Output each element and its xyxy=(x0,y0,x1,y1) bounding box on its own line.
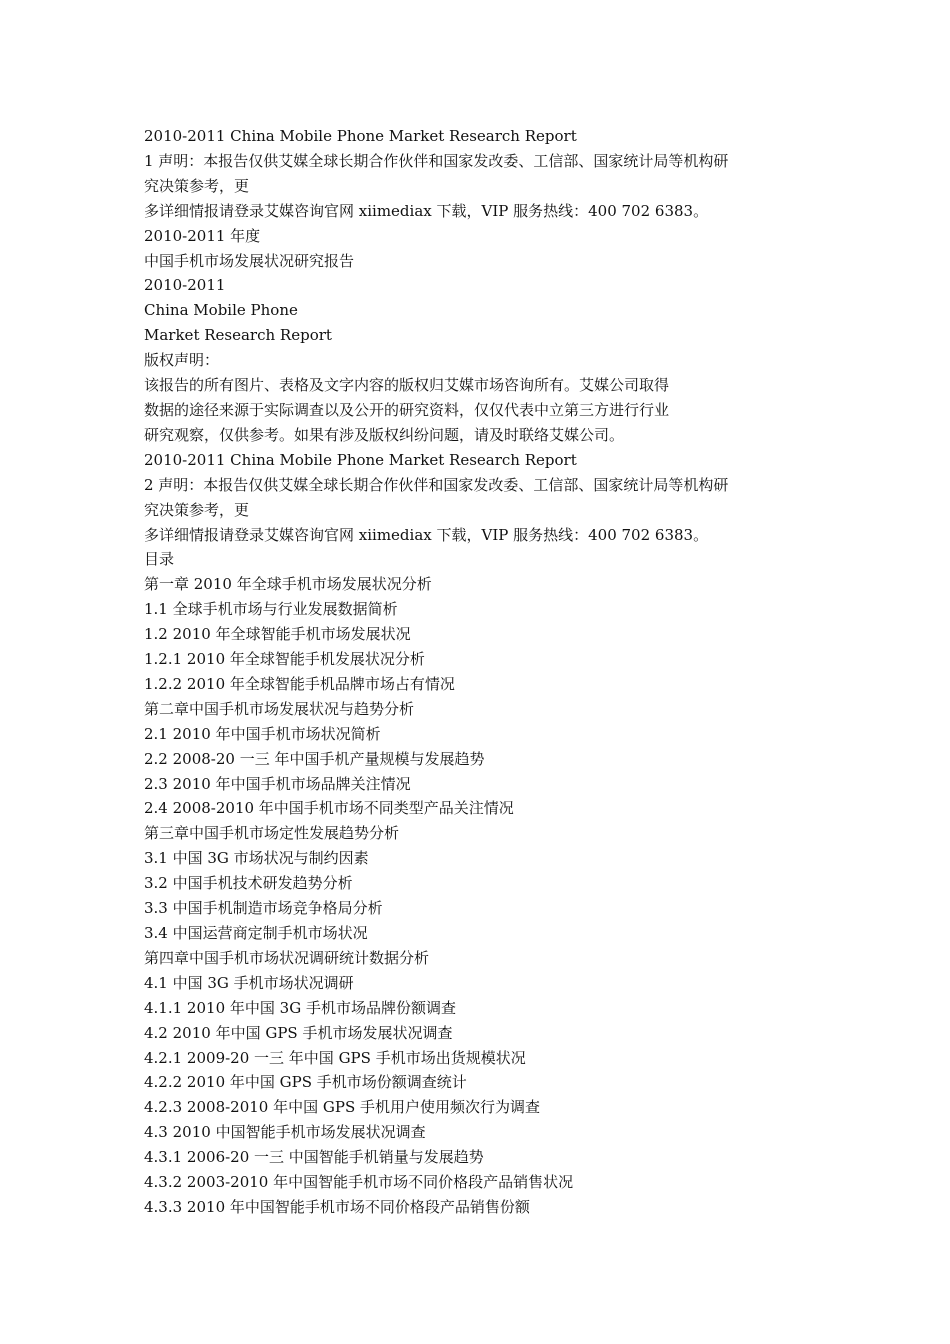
text-line: 3.2 中国手机技术研发趋势分析 xyxy=(144,874,353,893)
text-line: 4.3.1 2006-20 一三 中国智能手机销量与发展趋势 xyxy=(144,1148,484,1167)
text-line: 第三章中国手机市场定性发展趋势分析 xyxy=(144,824,400,843)
text-line: 2010-2011 China Mobile Phone Market Research Report xyxy=(144,450,577,469)
text-line: 1 声明：本报告仅供艾媒全球长期合作伙伴和国家发改委、工信部、国家统计局等机构研 xyxy=(144,151,729,170)
text-line: 第四章中国手机市场状况调研统计数据分析 xyxy=(144,948,430,967)
text-line: Market Research Report xyxy=(144,326,332,345)
text-line: 1.2 2010 年全球智能手机市场发展状况 xyxy=(144,625,411,644)
text-line: 研究观察，仅供参考。如果有涉及版权纠纷问题，请及时联络艾媒公司。 xyxy=(144,425,625,444)
text-line: 4.2.2 2010 年中国 GPS 手机市场份额调查统计 xyxy=(144,1073,467,1092)
text-line: 2 声明：本报告仅供艾媒全球长期合作伙伴和国家发改委、工信部、国家统计局等机构研 xyxy=(144,475,729,494)
text-line: 4.3.3 2010 年中国智能手机市场不同价格段产品销售份额 xyxy=(144,1197,530,1216)
text-line: 4.1 中国 3G 手机市场状况调研 xyxy=(144,973,354,992)
text-line: 4.3.2 2003-2010 年中国智能手机市场不同价格段产品销售状况 xyxy=(144,1173,574,1192)
text-line: 1.1 全球手机市场与行业发展数据简析 xyxy=(144,600,398,619)
text-line: China Mobile Phone xyxy=(144,301,298,320)
text-line: 版权声明： xyxy=(144,351,220,370)
text-line: 2.3 2010 年中国手机市场品牌关注情况 xyxy=(144,774,411,793)
text-line: 1.2.1 2010 年全球智能手机发展状况分析 xyxy=(144,650,425,669)
text-line: 2.1 2010 年中国手机市场状况简析 xyxy=(144,724,381,743)
text-line: 4.3 2010 中国智能手机市场发展状况调查 xyxy=(144,1123,426,1142)
text-line: 第二章中国手机市场发展状况与趋势分析 xyxy=(144,699,415,718)
text-line: 1.2.2 2010 年全球智能手机品牌市场占有情况 xyxy=(144,674,455,693)
text-line: 4.1.1 2010 年中国 3G 手机市场品牌份额调查 xyxy=(144,998,456,1017)
text-line: 3.4 中国运营商定制手机市场状况 xyxy=(144,924,368,942)
text-line: 中国手机市场发展状况研究报告 xyxy=(144,251,355,270)
text-line: 3.3 中国手机制造市场竞争格局分析 xyxy=(144,899,383,918)
text-line: 2.4 2008-2010 年中国手机市场不同类型产品关注情况 xyxy=(144,799,514,818)
text-line: 2010-2011 xyxy=(144,276,226,295)
text-line: 2.2 2008-20 一三 年中国手机产量规模与发展趋势 xyxy=(144,749,485,768)
text-line: 2010-2011 China Mobile Phone Market Research Report xyxy=(144,127,577,145)
text-line: 4.2.1 2009-20 一三 年中国 GPS 手机市场出货规模状况 xyxy=(144,1048,526,1067)
text-line: 该报告的所有图片、表格及文字内容的版权归艾媒市场咨询所有。艾媒公司取得 xyxy=(144,376,670,395)
text-line: 4.2.3 2008-2010 年中国 GPS 手机用户使用频次行为调查 xyxy=(144,1098,541,1117)
text-line: 多详细情报请登录艾媒咨询官网 xiimediax 下载，VIP 服务热线：400 702 6383。 xyxy=(144,525,709,544)
text-line: 4.2 2010 年中国 GPS 手机市场发展状况调查 xyxy=(144,1023,453,1042)
text-line: 2010-2011 年度 xyxy=(144,226,261,245)
text-line: 数据的途径来源于实际调查以及公开的研究资料，仅仅代表中立第三方进行行业 xyxy=(144,400,670,419)
text-line: 究决策参考，更 xyxy=(144,176,250,195)
text-line: 3.1 中国 3G 市场状况与制约因素 xyxy=(144,849,369,868)
text-line: 目录 xyxy=(144,550,175,569)
text-line: 多详细情报请登录艾媒咨询官网 xiimediax 下载，VIP 服务热线：400 702 6383。 xyxy=(144,201,709,220)
document-body xyxy=(144,124,824,1220)
text-line: 第一章 2010 年全球手机市场发展状况分析 xyxy=(144,575,432,594)
text-line: 究决策参考，更 xyxy=(144,500,250,519)
